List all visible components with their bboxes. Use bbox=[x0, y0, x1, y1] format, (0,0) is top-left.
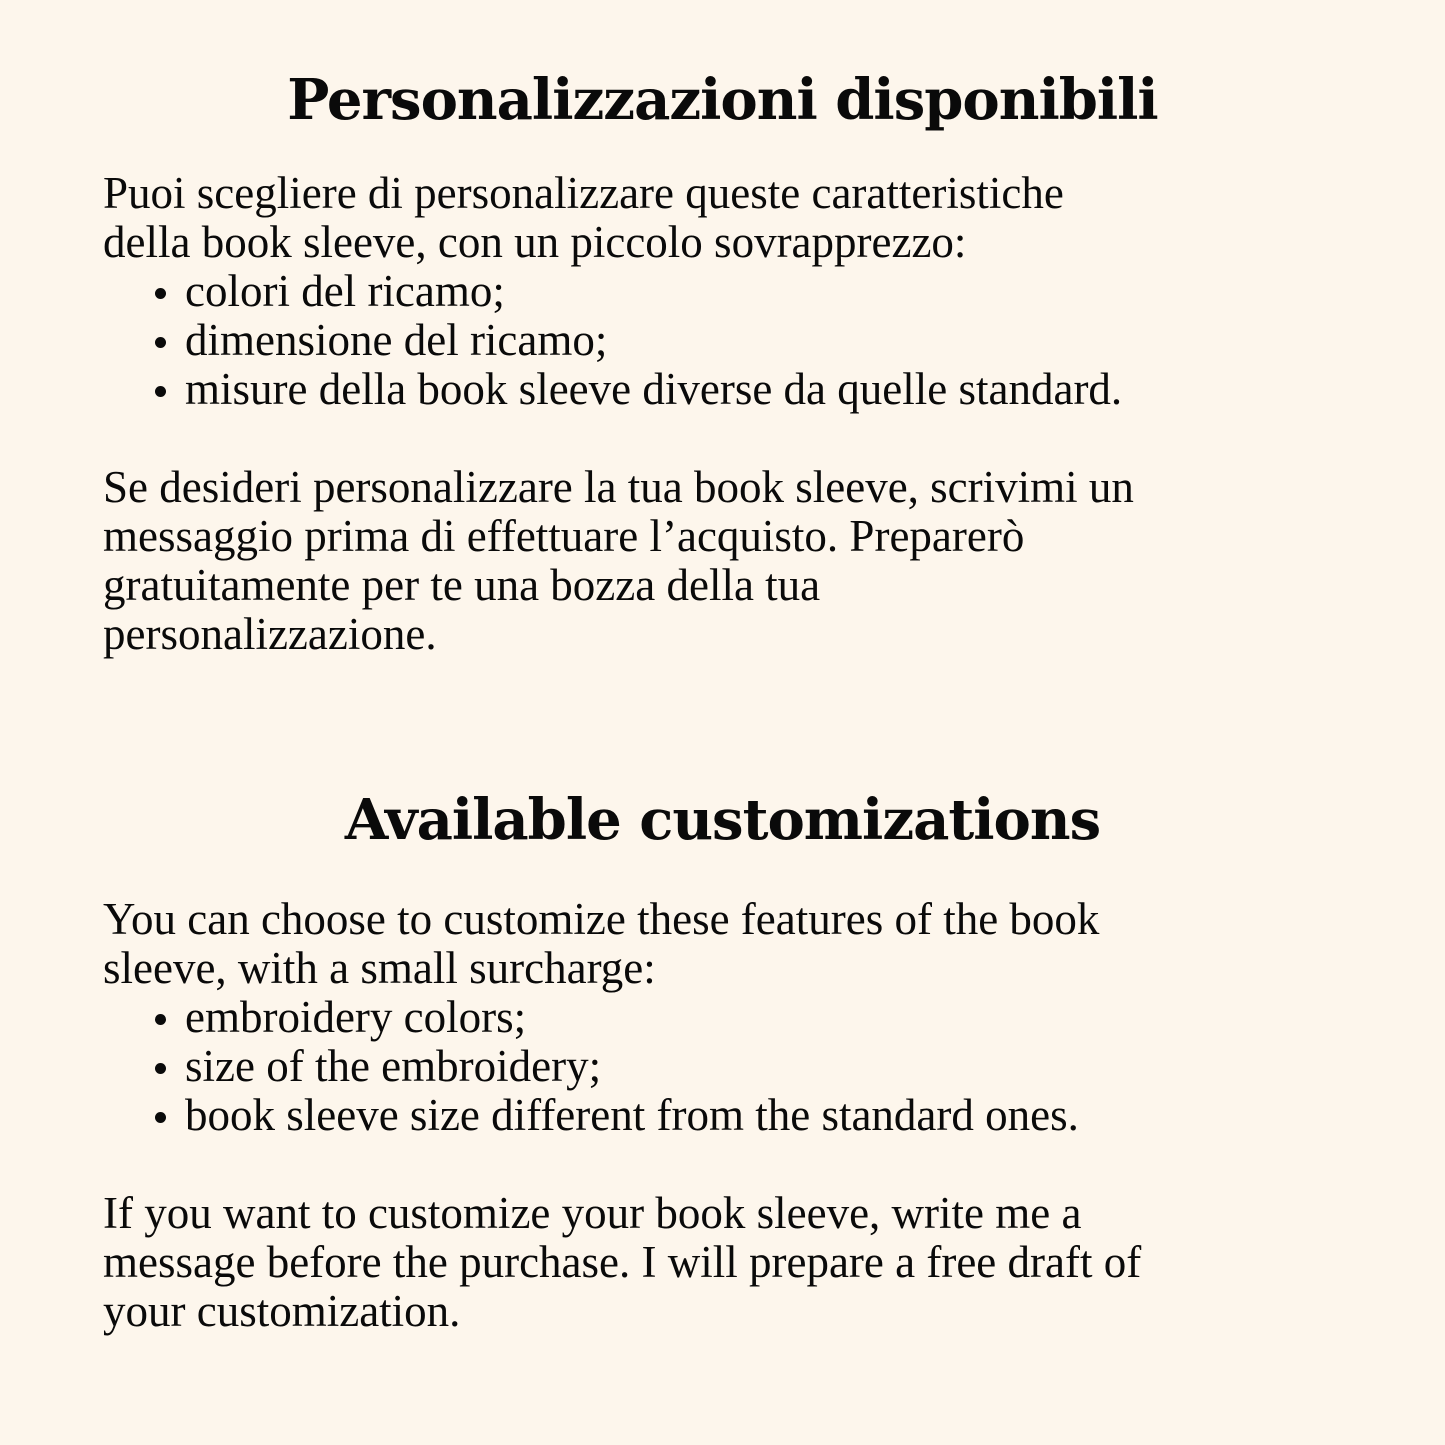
list-item-text: size of the embroidery; bbox=[185, 1041, 602, 1091]
list-item bbox=[103, 365, 1363, 414]
bullet-icon bbox=[155, 288, 166, 299]
outro-line: personalizzazione. bbox=[103, 609, 437, 659]
list-item-text: misure della book sleeve diverse da quelle standard. bbox=[185, 364, 1123, 414]
spacer bbox=[103, 414, 1363, 463]
intro-line: You can choose to customize these features of the book bbox=[103, 894, 1100, 944]
section-italian bbox=[0, 65, 1445, 135]
body-english bbox=[103, 895, 1363, 1336]
bullet-icon bbox=[155, 386, 166, 397]
list-item bbox=[103, 1091, 1363, 1140]
spacer bbox=[103, 1140, 1363, 1189]
outro-line: messaggio prima di effettuare l’acquisto. Preparerò bbox=[103, 511, 1025, 561]
list-item bbox=[103, 316, 1363, 365]
outro-line: your customization. bbox=[103, 1286, 461, 1336]
heading-english: Available customizations bbox=[344, 787, 1101, 853]
outro-line: Se desideri personalizzare la tua book sleeve, scrivimi un bbox=[103, 462, 1134, 512]
bullet-icon bbox=[155, 1112, 166, 1123]
bullet-icon bbox=[155, 1063, 166, 1074]
customization-list-english bbox=[103, 993, 1363, 1140]
list-item-text: book sleeve size different from the standard ones. bbox=[185, 1090, 1079, 1140]
intro-line: Puoi scegliere di personalizzare queste caratteristiche bbox=[103, 168, 1064, 218]
list-item bbox=[103, 993, 1363, 1042]
intro-line: della book sleeve, con un piccolo sovrapprezzo: bbox=[103, 217, 967, 267]
list-item bbox=[103, 267, 1363, 316]
list-item-text: dimensione del ricamo; bbox=[185, 315, 608, 365]
list-item bbox=[103, 1042, 1363, 1091]
heading-italian: Personalizzazioni disponibili bbox=[287, 67, 1158, 133]
list-item-text: embroidery colors; bbox=[185, 992, 527, 1042]
bullet-icon bbox=[155, 337, 166, 348]
bullet-icon bbox=[155, 1014, 166, 1025]
body-italian bbox=[103, 169, 1363, 659]
section-english bbox=[0, 785, 1445, 855]
list-item-text: colori del ricamo; bbox=[185, 266, 505, 316]
outro-line: gratuitamente per te una bozza della tua bbox=[103, 560, 821, 610]
outro-line: If you want to customize your book sleeve, write me a bbox=[103, 1188, 1082, 1238]
outro-line: message before the purchase. I will prepare a free draft of bbox=[103, 1237, 1142, 1287]
intro-line: sleeve, with a small surcharge: bbox=[103, 943, 656, 993]
customization-list-italian bbox=[103, 267, 1363, 414]
